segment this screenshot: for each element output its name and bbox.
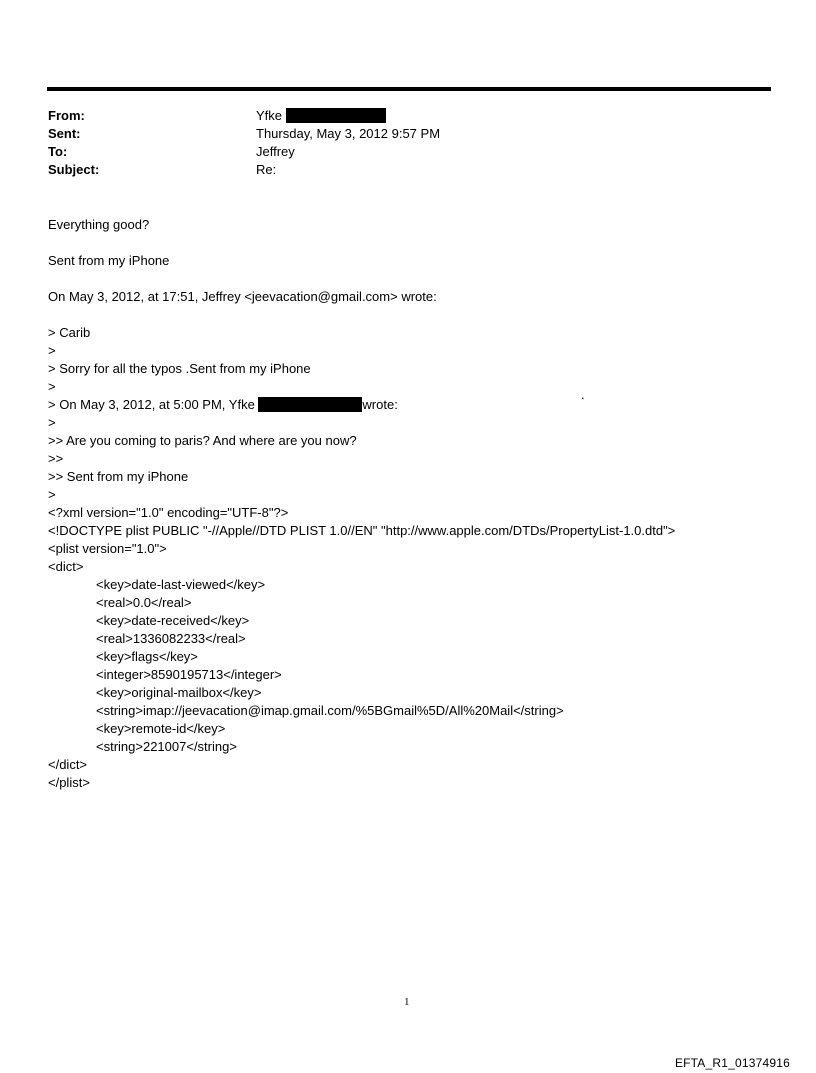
quote-line: > [48,487,56,502]
quote-line: > [48,343,56,358]
quote-intro: On May 3, 2012, at 17:51, Jeffrey <jeevacation@gmail.com> wrote: [48,289,437,304]
plist-entry: <key>date-last-viewed</key> [96,577,266,592]
quote-suffix: wrote: [362,397,398,412]
from-label: From: [48,108,85,123]
plist-entry: <real>0.0</real> [96,595,192,610]
plist-entry: <key>remote-id</key> [96,721,226,736]
redaction-box [258,397,362,412]
quote-line: > [48,379,56,394]
to-label: To: [48,144,68,159]
plist-entry: <key>date-received</key> [96,613,250,628]
plist-entry: <key>original-mailbox</key> [96,685,262,700]
plist-xml-declaration: <?xml version="1.0" encoding="UTF-8"?> [48,505,289,520]
plist-entry: <real>1336082233</real> [96,631,246,646]
dict-close: </dict> [48,757,88,772]
quote-line: >> Sent from my iPhone [48,469,189,484]
quote-line: >> [48,451,64,466]
plist-open: <plist version="1.0"> [48,541,167,556]
quote-line: > Sorry for all the typos .Sent from my iPhone [48,361,311,376]
page-number: 1 [404,996,410,1008]
sent-value: Thursday, May 3, 2012 9:57 PM [256,126,441,141]
plist-entry: <key>flags</key> [96,649,198,664]
from-value [256,107,386,125]
from-name: Yfke [256,108,283,123]
plist-entry: <string>imap://jeevacation@imap.gmail.com/%5BGmail%5D/All%20Mail</string> [96,703,564,718]
sent-label: Sent: [48,126,81,141]
quote-line [48,396,398,414]
stray-dot: . [581,387,585,402]
subject-value: Re: [256,162,277,177]
quote-line: > Carib [48,325,91,340]
plist-close: </plist> [48,775,90,790]
dict-open: <dict> [48,559,84,574]
to-value: Jeffrey [256,144,295,159]
subject-label: Subject: [48,162,100,177]
body-signature: Sent from my iPhone [48,253,170,268]
quote-prefix: > On May 3, 2012, at 5:00 PM, Yfke [48,397,255,412]
redaction-box [286,108,386,123]
plist-entry: <integer>8590195713</integer> [96,667,282,682]
quote-line: >> Are you coming to paris? And where are you now? [48,433,357,448]
plist-doctype: <!DOCTYPE plist PUBLIC "-//Apple//DTD PLIST 1.0//EN" "http://www.apple.com/DTDs/PropertyList-1.0.dtd"> [48,523,676,538]
plist-entry: <string>221007</string> [96,739,237,754]
bates-number: EFTA_R1_01374916 [674,1056,790,1070]
body-greeting: Everything good? [48,217,150,232]
header-rule [47,87,771,91]
quote-line: > [48,415,56,430]
